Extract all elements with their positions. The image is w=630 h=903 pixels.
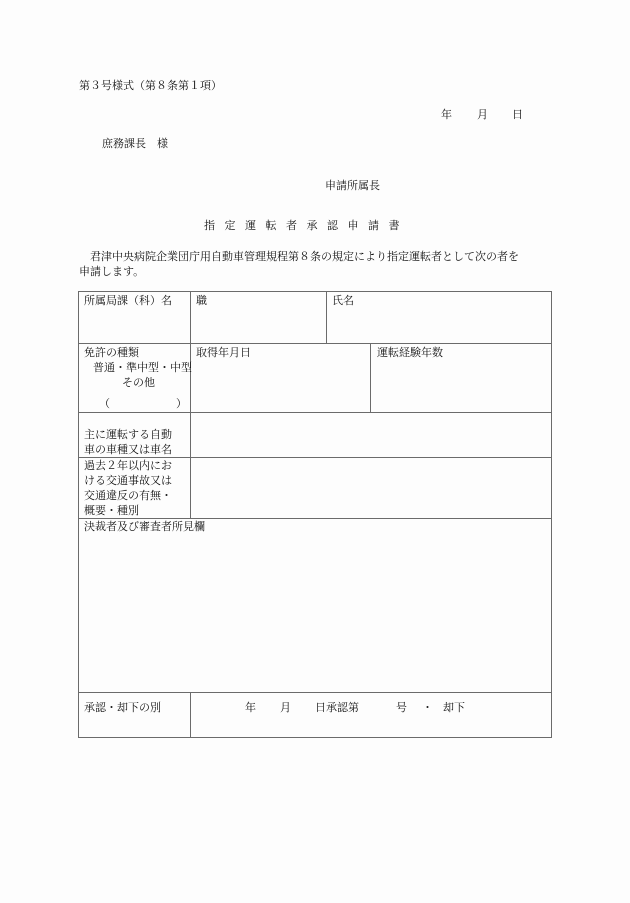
opinion-label: 決裁者及び審査者所見欄 bbox=[84, 520, 205, 533]
intro-line-1: 君津中央病院企業団庁用自動車管理規程第８条の規定により指定運転者として次の者を bbox=[79, 250, 519, 263]
table-border-bottom bbox=[78, 737, 552, 738]
vehicle-label-line-2: 車の車種又は車名 bbox=[84, 443, 172, 456]
history-label-line-4: 概要・種別 bbox=[84, 504, 139, 517]
table-col-divider bbox=[190, 692, 191, 737]
decision-reject: 却下 bbox=[443, 701, 465, 714]
decision-label: 承認・却下の別 bbox=[84, 701, 161, 714]
vehicle-field[interactable] bbox=[191, 413, 550, 456]
applicant-label: 申請所属長 bbox=[325, 179, 380, 192]
date-day-label: 日 bbox=[512, 108, 523, 121]
history-label-line-2: ける交通事故又は bbox=[84, 474, 172, 487]
decision-day-approval: 日承認第 bbox=[315, 701, 359, 714]
decision-year: 年 bbox=[245, 701, 256, 714]
decision-number: 号 bbox=[396, 701, 407, 714]
license-options: 普通・準中型・中型 bbox=[93, 361, 192, 374]
experience-label: 運転経験年数 bbox=[377, 346, 443, 359]
name-label: 氏名 bbox=[332, 294, 354, 307]
table-border-top bbox=[78, 291, 552, 292]
department-label: 所属局課（科）名 bbox=[84, 294, 172, 307]
history-field[interactable] bbox=[191, 458, 550, 517]
license-type-label: 免許の種類 bbox=[84, 346, 139, 359]
license-other: その他 bbox=[122, 376, 155, 389]
date-year-label: 年 bbox=[441, 108, 452, 121]
history-label-line-1: 過去２年以内にお bbox=[84, 459, 172, 472]
decision-month: 月 bbox=[280, 701, 291, 714]
acquired-date-field[interactable] bbox=[191, 360, 369, 411]
position-field[interactable] bbox=[191, 306, 325, 342]
addressee: 庶務課長 様 bbox=[102, 137, 168, 150]
decision-separator: ・ bbox=[422, 701, 433, 714]
table-border-right bbox=[551, 291, 552, 738]
vehicle-label-line-1: 主に運転する自動 bbox=[84, 428, 172, 441]
department-field[interactable] bbox=[79, 306, 189, 342]
document-title: 指定運転者承認申請書 bbox=[204, 219, 409, 232]
position-label: 職 bbox=[196, 294, 207, 307]
intro-paragraph bbox=[79, 249, 559, 279]
license-other-paren: （ ） bbox=[99, 397, 187, 410]
history-label-line-3: 交通違反の有無・ bbox=[84, 489, 172, 502]
table-row-divider bbox=[78, 692, 552, 693]
acquired-date-label: 取得年月日 bbox=[196, 346, 251, 359]
intro-line-2: 申請します。 bbox=[79, 265, 145, 278]
table-row-divider bbox=[78, 343, 552, 344]
form-number: 第３号様式（第８条第１項） bbox=[79, 79, 222, 92]
name-field[interactable] bbox=[327, 306, 550, 342]
date-month-label: 月 bbox=[477, 108, 488, 121]
opinion-field[interactable] bbox=[79, 535, 550, 691]
experience-field[interactable] bbox=[371, 360, 550, 411]
